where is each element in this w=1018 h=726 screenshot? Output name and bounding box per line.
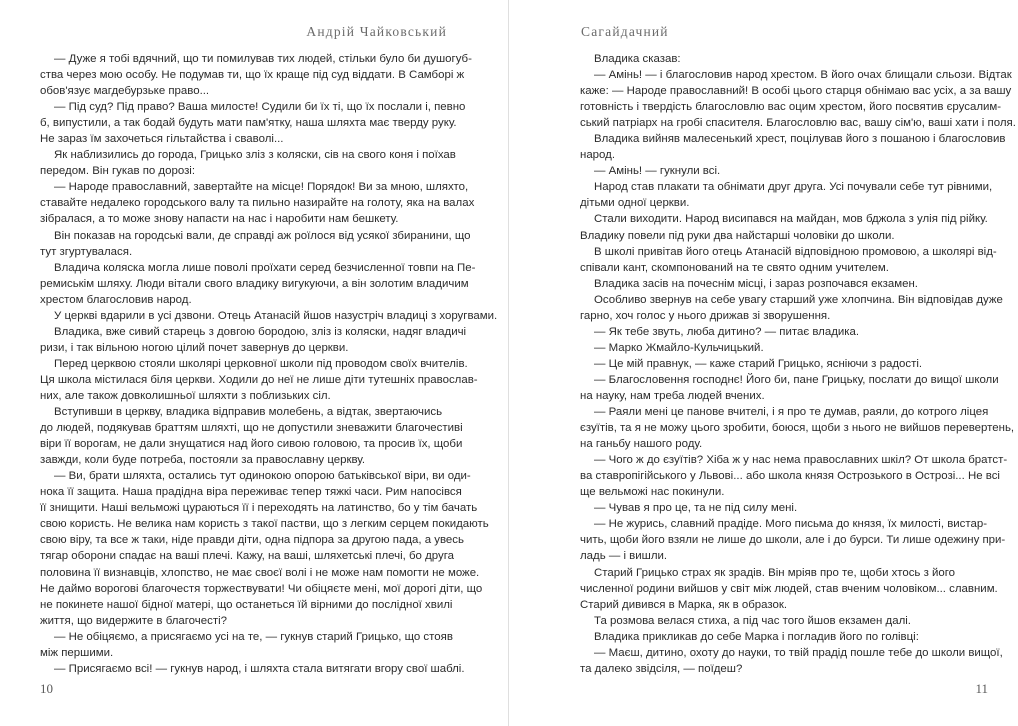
right-page <box>509 0 1018 726</box>
text-line: Не даймо ворогові благочестя торжествувати! Чи обіцяєте мені, мої дорогі діти, що <box>40 582 483 595</box>
text-line: б, випустили, а так бодай будуть мати пам'ятку, наша шляхта має тверду руку. <box>40 117 457 130</box>
text-line: на науку, нам треба людей вчених. <box>580 389 765 402</box>
text-line: обов'язує магдебурзьке право... <box>40 85 210 98</box>
text-line: співали кант, скомпонований на те свято одним учителем. <box>580 261 889 274</box>
text-line: її знищити. Наші вельможі цураються її і переходять на латинство, бо у тім бачать <box>40 502 478 515</box>
text-line: ва ставропігійського у Львові... або школа князя Острозького в Острозі... Не всі <box>580 470 1000 483</box>
text-line: передом. Він гукав по дорозі: <box>40 165 196 178</box>
text-line: готовність і твердість благословлю вас оцим хрестом, його посвятив єрусалим- <box>580 101 1002 114</box>
text-line: життя, що видержите в благочесті? <box>40 614 227 627</box>
text-line: Старий Грицько страх як зрадів. Він мріяв про те, щоби хтось з його <box>594 566 956 579</box>
text-line: — Народе православний, завертайте на місце! Порядок! Ви за мною, шляхто, <box>54 181 469 194</box>
text-line: до людей, подякував браттям шляхті, що не допустили зневажити благочестиві <box>40 422 463 435</box>
text-line: — Не журись, славний прадіде. Мого письма до князя, їх милості, вистар- <box>594 518 988 531</box>
text-line: них, але також довколишньої шляхти з поблизьких сіл. <box>40 389 331 402</box>
text-line: чить, щоби його взяли не лише до школи, але і до бурси. Ти лише одежину при- <box>580 534 1006 547</box>
text-line: Ця школа містилася біля церкви. Ходили до неї не лише діти тутешніх православ- <box>40 373 478 386</box>
text-line: ще вельможі нас покинули. <box>580 486 725 499</box>
text-line: — Не обіцяємо, а присягаємо усі на те, — гукнув старий Грицько, що стояв <box>54 630 453 643</box>
text-line: — Благословення господнє! Його би, пане Грицьку, послати до вищої школи <box>594 373 999 386</box>
text-line: та далеко звідсіля, — поїдеш? <box>580 662 743 675</box>
text-line: віри її ворогам, не дали знущатися над його сивою головою, та просив їх, щоби <box>40 438 463 451</box>
text-line: дітьми одної церкви. <box>580 197 690 210</box>
text-line: Старий дивився в Марка, як в образок. <box>580 598 788 611</box>
page-number-left: 10 <box>40 681 53 696</box>
text-line: каже: — Народе православний! В особі цього старця обнімаю вас усіх, а за вашу <box>580 85 1012 98</box>
text-line: зібралася, а то може знову напасти на нас і наробити нам бешкету. <box>40 213 399 226</box>
text-line: половина її визнавців, хлопство, не має своєї волі і не може нам помогти не може. <box>40 566 480 579</box>
text-line: гарно, хоч голос у нього дрижав зі зворушення. <box>580 309 831 322</box>
running-header-title: Сагайдачний <box>581 24 669 39</box>
text-line: Владика засів на почеснім місці, і зараз розпочався екзамен. <box>594 277 918 290</box>
text-line: Владика прикликав до себе Марка і погладив його по голівці: <box>594 630 919 643</box>
text-line: Та розмова велася стиха, а під час того йшов екзамен далі. <box>594 614 911 627</box>
text-line: Владика вийняв малесенький хрест, поцілував його з пошаною і благословив <box>594 133 1006 146</box>
right-page-text <box>580 51 1016 677</box>
text-line: не покинете нашої бідної матері, що останеться їй вірними до послідної хвилі <box>40 598 453 611</box>
text-line: — Як тебе звуть, люба дитино? — питає владика. <box>594 325 860 338</box>
text-line: ремиськім шляху. Люди вітали свого владику вигукуючи, а він золотим владичим <box>40 277 469 290</box>
text-line: на ганьбу нашого роду. <box>580 438 703 451</box>
text-line: Не зараз їм захочеться гільтайства і сваволі... <box>40 133 284 146</box>
text-line: Владику повели під руки два найстарші чоловіки до школи. <box>580 229 895 242</box>
text-line: Народ став плакати та обнімати друг друга. Усі почували себе тут рівними, <box>594 181 993 194</box>
text-line: — Чого ж до єзуїтів? Хіба ж у нас нема православних шкіл? От школа братст- <box>594 454 1008 467</box>
text-line: єзуїтів, та я не можу цього зробити, боюся, щоби з нього не вийшов перевертень, <box>580 422 1015 435</box>
running-header-author: Андрій Чайковський <box>306 24 447 39</box>
text-line: численної родини вийшов у світ між людей, став вченим чоловіком... славним. <box>580 582 998 595</box>
text-line: нока її защита. Наша прадідна віра переживає тепер тяжкі часи. Рим напосівся <box>40 486 462 499</box>
text-line: Владича коляска могла лише поволі проїхати серед безчисленної товпи на Пе- <box>54 261 476 274</box>
text-line: — Присягаємо всі! — гукнув народ, і шляхта стала витягати вгору свої шаблі. <box>54 662 465 675</box>
text-line: Владика, вже сивий старець з довгою бородою, зліз із коляски, надяг владичі <box>54 325 467 338</box>
text-line: — Раяли мені це панове вчителі, і я про те думав, раяли, до котрого ліцея <box>594 406 989 419</box>
page-number-right: 11 <box>975 681 988 696</box>
text-line: Стали виходити. Народ висипався на майдан, мов бджола з улія під рійку. <box>594 213 988 226</box>
text-line: — Чував я про це, та не під силу мені. <box>594 502 798 515</box>
text-line: ладь — і вишли. <box>580 550 668 563</box>
text-line: свою користь. Не велика нам користь з такої пастви, що з легким серцем покидають <box>40 518 489 531</box>
text-line: свою віру, та все ж таки, ніде правди діти, одна підпора за другою пада, а увесь <box>40 534 464 547</box>
text-line: між першими. <box>40 646 114 659</box>
text-line: завжди, коли буде потреба, постояли за православну церкву. <box>40 454 366 467</box>
left-page-text <box>40 51 498 677</box>
text-line: тягар оборони спадає на ваші плечі. Кажу, на ваші, шляхетські плечі, бо друга <box>40 550 455 563</box>
text-line: Особливо звернув на себе увагу старший уже хлопчина. Він відповідав дуже <box>594 293 1003 306</box>
text-line: — Дуже я тобі вдячний, що ти помилував тих людей, стільки було би душогуб- <box>54 53 472 65</box>
text-line: Владика сказав: <box>594 53 681 65</box>
text-line: хрестом благословив народ. <box>40 293 192 306</box>
text-line: ський патріарх на гробі спасителя. Благословлю вас, вашу сім'ю, ваші хати і поля. <box>580 117 1016 130</box>
text-line: ства через мою особу. Не подумав ти, що їх краще під суд віддати. В Самборі ж <box>40 69 465 82</box>
text-line: Як наблизились до города, Грицько зліз з коляски, сів на свого коня і поїхав <box>54 149 456 162</box>
text-line: — Маєш, дитино, охоту до науки, то твій прадід пошле тебе до школи вищої, <box>594 646 1003 659</box>
text-line: В школі привітав його отець Атанасій відповідною промовою, а школярі від- <box>594 245 997 258</box>
text-line: народ. <box>580 149 615 162</box>
text-line: — Ви, брати шляхта, остались тут одинокою опорою батьківської віри, ви оди- <box>54 470 471 483</box>
text-line: — Марко Жмайло-Кульчицький. <box>594 341 764 354</box>
text-line: тут згуртувалася. <box>40 245 133 258</box>
text-line: ризи, і так вільною ногою цілий почет завернув до церкви. <box>40 341 349 354</box>
text-line: — Амінь! — гукнули всі. <box>594 165 721 178</box>
text-line: Вступивши в церкву, владика відправив молебень, а відтак, звертаючись <box>54 406 443 419</box>
text-line: — Це мій правнук, — каже старий Грицько, ясніючи з радості. <box>594 357 923 370</box>
text-line: Він показав на городські вали, де справді аж роїлося від усякої збиранини, що <box>54 229 471 242</box>
text-line: Перед церквою стояли школярі церковної школи під проводом своїх вчителів. <box>54 357 468 370</box>
text-line: — Амінь! — і благословив народ хрестом. В його очах блищали сльози. Відтак <box>594 69 1012 82</box>
text-line: — Під суд? Під право? Ваша милосте! Судили би їх ті, що їх послали і, певно <box>54 101 466 114</box>
text-line: У церкві вдарили в усі дзвони. Отець Атанасій йшов назустріч владиці з хоругвами. <box>54 309 498 322</box>
text-line: ставайте недалеко городського валу та пильно назирайте на голоту, яка на валах <box>40 197 475 210</box>
